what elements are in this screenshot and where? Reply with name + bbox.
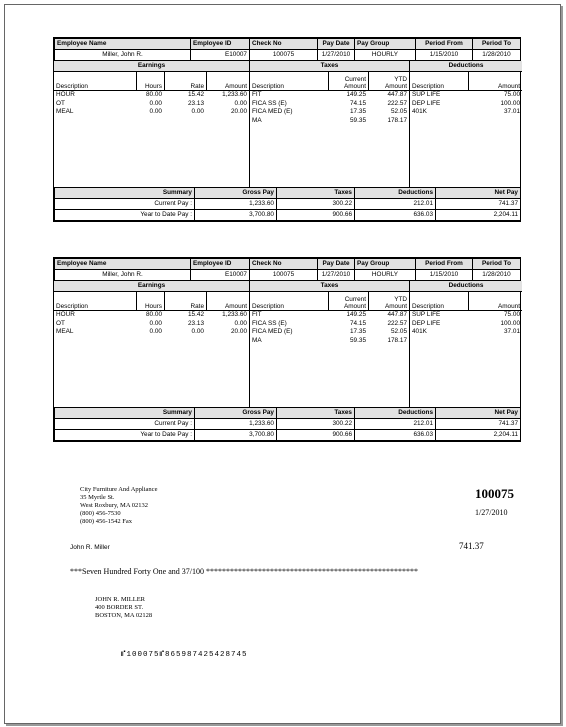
- current-gross: 1,233.60: [195, 419, 277, 430]
- deduction-desc: SUP LIFE: [412, 311, 441, 318]
- deductions-amount-col: Amount: [468, 72, 522, 90]
- tax-current: 74.15: [350, 319, 366, 327]
- net-pay-header: Net Pay: [436, 408, 521, 419]
- deduction-amount: 100.00: [500, 99, 520, 107]
- earnings-rate: 0.00: [191, 328, 204, 335]
- ytd-pay-label: Year to Date Pay :: [55, 210, 195, 221]
- address-line: 400 BORDER ST.: [95, 604, 144, 611]
- employee-name-value: Miller, John R.: [55, 50, 191, 61]
- pay-date-value: 1/27/2010: [318, 50, 355, 61]
- tax-desc: FICA MED (E): [252, 108, 293, 115]
- period-from-value: 1/15/2010: [416, 270, 473, 281]
- pay-group-value: HOURLY: [355, 270, 416, 281]
- tax-row: [250, 91, 409, 100]
- tax-ytd: 178.17: [387, 116, 407, 124]
- tax-current: 17.35: [350, 328, 366, 335]
- taxes-columns: [250, 72, 409, 91]
- earnings-amount: 20.00: [231, 328, 247, 335]
- deduction-amount: 100.00: [500, 319, 520, 327]
- taxes-header: Taxes: [277, 408, 355, 419]
- tax-ytd: 222.57: [387, 319, 407, 327]
- tax-row: [250, 337, 409, 346]
- tax-ytd: 178.17: [387, 336, 407, 344]
- earnings-hours: 0.00: [149, 99, 162, 107]
- deductions-section: [409, 281, 522, 407]
- earnings-desc: OT: [56, 319, 65, 327]
- check-number: 100075: [475, 486, 514, 501]
- earnings-title: Earnings: [54, 281, 249, 292]
- taxes-section: [249, 281, 409, 407]
- deduction-amount: 75.00: [504, 91, 520, 98]
- current-deductions: 212.01: [355, 419, 436, 430]
- taxes-header: Taxes: [277, 188, 355, 199]
- earnings-rate-col: Rate: [164, 292, 206, 310]
- gross-pay-header: Gross Pay: [195, 408, 277, 419]
- earnings-amount: 0.00: [234, 319, 247, 327]
- earnings-hours: 0.00: [149, 108, 162, 115]
- deduction-amount: 37.01: [504, 108, 520, 115]
- check-date: 1/27/2010: [475, 508, 508, 517]
- period-to-header: Period To: [473, 39, 521, 50]
- pay-date-value: 1/27/2010: [318, 270, 355, 281]
- tax-row: [250, 108, 409, 117]
- period-from-header: Period From: [416, 39, 473, 50]
- deductions-section: [409, 61, 522, 187]
- amount-in-words: ***Seven Hundred Forty One and 37/100 *****************************************************: [70, 567, 418, 576]
- deductions-rows: [410, 311, 522, 337]
- pay-date-header: Pay Date: [318, 39, 355, 50]
- earnings-hours: 0.00: [149, 328, 162, 335]
- mailing-address: [95, 596, 152, 620]
- payee-name: John R. Miller: [70, 544, 110, 551]
- current-deductions: 212.01: [355, 199, 436, 210]
- earnings-amount: 1,233.60: [222, 311, 247, 318]
- summary-header: Summary: [55, 188, 195, 199]
- address-line: BOSTON, MA 02128: [95, 612, 153, 619]
- tax-current: 149.25: [346, 311, 366, 318]
- earnings-rate: 23.13: [188, 99, 204, 107]
- current-taxes: 300.22: [277, 419, 355, 430]
- earnings-row: [54, 100, 249, 109]
- tax-ytd: 52.05: [391, 328, 407, 335]
- ytd-gross: 3,700.80: [195, 430, 277, 441]
- employee-id-value: E10007: [191, 270, 250, 281]
- period-to-value: 1/28/2010: [473, 270, 521, 281]
- employee-name-header: Employee Name: [55, 259, 191, 270]
- taxes-rows: [250, 91, 409, 125]
- earnings-rate-col: Rate: [164, 72, 206, 90]
- deduction-desc: SUP LIFE: [412, 91, 441, 98]
- earnings-columns: [54, 292, 249, 311]
- stub-details: [54, 61, 520, 187]
- employee-id-header: Employee ID: [191, 259, 250, 270]
- pay-group-value: HOURLY: [355, 50, 416, 61]
- earnings-desc-col: Description: [56, 83, 88, 90]
- employee-name-header: Employee Name: [55, 39, 191, 50]
- company-address: [80, 486, 157, 526]
- stub-header-table: [54, 38, 521, 61]
- earnings-row: [54, 320, 249, 329]
- tax-row: [250, 117, 409, 126]
- tax-current: 59.35: [350, 336, 366, 344]
- earnings-desc: HOUR: [56, 91, 75, 98]
- taxes-columns: [250, 292, 409, 311]
- ytd-net: 2,204.11: [436, 210, 521, 221]
- tax-ytd: 52.05: [391, 108, 407, 115]
- earnings-hours: 80.00: [146, 91, 162, 98]
- pay-stub: [53, 37, 521, 222]
- tax-desc: MA: [252, 336, 262, 344]
- tax-ytd: 222.57: [387, 99, 407, 107]
- earnings-row: [54, 108, 249, 117]
- company-line: City Furniture And Appliance: [80, 486, 158, 493]
- ytd-net: 2,204.11: [436, 430, 521, 441]
- period-to-header: Period To: [473, 259, 521, 270]
- earnings-row: [54, 328, 249, 337]
- earnings-columns: [54, 72, 249, 91]
- tax-row: [250, 320, 409, 329]
- earnings-hours: 0.00: [149, 319, 162, 327]
- deductions-header: Deductions: [355, 408, 436, 419]
- earnings-desc-col: Description: [56, 303, 88, 310]
- earnings-desc: HOUR: [56, 311, 75, 318]
- deductions-title: Deductions: [410, 281, 522, 292]
- employee-id-value: E10007: [191, 50, 250, 61]
- earnings-row: [54, 311, 249, 320]
- earnings-title: Earnings: [54, 61, 249, 72]
- earnings-hours-col: Hours: [136, 72, 164, 90]
- ytd-taxes: 900.66: [277, 430, 355, 441]
- taxes-rows: [250, 311, 409, 345]
- taxes-desc-col: Description: [252, 303, 284, 310]
- ytd-deductions: 636.03: [355, 430, 436, 441]
- taxes-ytd-col: YTD Amount: [368, 72, 409, 90]
- net-pay-header: Net Pay: [436, 188, 521, 199]
- tax-row: [250, 328, 409, 337]
- ytd-deductions: 636.03: [355, 210, 436, 221]
- deduction-desc: 401K: [412, 108, 427, 115]
- check-no-header: Check No: [250, 259, 318, 270]
- period-from-header: Period From: [416, 259, 473, 270]
- current-net: 741.37: [436, 419, 521, 430]
- tax-current: 59.35: [350, 116, 366, 124]
- earnings-row: [54, 91, 249, 100]
- earnings-section: [54, 61, 249, 187]
- deduction-desc: DEP LIFE: [412, 319, 441, 327]
- deductions-header: Deductions: [355, 188, 436, 199]
- deductions-amount-col: Amount: [468, 292, 522, 310]
- earnings-hours-col: Hours: [136, 292, 164, 310]
- taxes-current-col: Current Amount: [328, 292, 368, 310]
- deduction-row: [410, 311, 522, 320]
- deduction-desc: DEP LIFE: [412, 99, 441, 107]
- deduction-row: [410, 108, 522, 117]
- gross-pay-header: Gross Pay: [195, 188, 277, 199]
- deduction-amount: 75.00: [504, 311, 520, 318]
- deduction-desc: 401K: [412, 328, 427, 335]
- taxes-current-col: Current Amount: [328, 72, 368, 90]
- check-no-header: Check No: [250, 39, 318, 50]
- company-line: (800) 456-7530: [80, 510, 121, 517]
- deduction-row: [410, 328, 522, 337]
- current-taxes: 300.22: [277, 199, 355, 210]
- tax-desc: FICA SS (E): [252, 319, 287, 327]
- earnings-amount-col: Amount: [206, 72, 249, 90]
- employee-name-value: Miller, John R.: [55, 270, 191, 281]
- earnings-hours: 80.00: [146, 311, 162, 318]
- tax-ytd: 447.87: [387, 91, 407, 98]
- deduction-row: [410, 320, 522, 329]
- earnings-amount: 0.00: [234, 99, 247, 107]
- earnings-rows: [54, 311, 249, 337]
- taxes-desc-col: Description: [252, 83, 284, 90]
- current-gross: 1,233.60: [195, 199, 277, 210]
- check-amount: 741.37: [459, 541, 484, 551]
- summary-table: [54, 407, 521, 441]
- company-line: West Roxbury, MA 02132: [80, 502, 149, 509]
- tax-row: [250, 100, 409, 109]
- pay-group-header: Pay Group: [355, 39, 416, 50]
- taxes-title: Taxes: [250, 281, 409, 292]
- check-no-value: 100075: [250, 50, 318, 61]
- deduction-amount: 37.01: [504, 328, 520, 335]
- tax-current: 17.35: [350, 108, 366, 115]
- pay-date-header: Pay Date: [318, 259, 355, 270]
- address-line: JOHN R. MILLER: [95, 596, 146, 603]
- earnings-rows: [54, 91, 249, 117]
- earnings-desc: MEAL: [56, 328, 74, 335]
- earnings-rate: 15.42: [188, 91, 204, 98]
- earnings-desc: MEAL: [56, 108, 74, 115]
- tax-row: [250, 311, 409, 320]
- taxes-section: [249, 61, 409, 187]
- ytd-pay-label: Year to Date Pay :: [55, 430, 195, 441]
- current-pay-label: Current Pay :: [55, 419, 195, 430]
- current-pay-label: Current Pay :: [55, 199, 195, 210]
- tax-current: 149.25: [346, 91, 366, 98]
- earnings-rate: 0.00: [191, 108, 204, 115]
- deductions-columns: [410, 292, 522, 311]
- tax-desc: FICA MED (E): [252, 328, 293, 335]
- current-net: 741.37: [436, 199, 521, 210]
- tax-current: 74.15: [350, 99, 366, 107]
- stub-details: [54, 281, 520, 407]
- earnings-desc: OT: [56, 99, 65, 107]
- tax-desc: FIT: [252, 91, 262, 98]
- earnings-amount-col: Amount: [206, 292, 249, 310]
- deductions-desc-col: Description: [412, 83, 444, 90]
- company-line: 35 Myrtle St.: [80, 494, 115, 501]
- summary-header: Summary: [55, 408, 195, 419]
- company-line: (800) 456-1542 Fax: [80, 518, 132, 525]
- deductions-rows: [410, 91, 522, 117]
- earnings-amount: 20.00: [231, 108, 247, 115]
- deduction-row: [410, 91, 522, 100]
- earnings-rate: 15.42: [188, 311, 204, 318]
- deductions-columns: [410, 72, 522, 91]
- employee-id-header: Employee ID: [191, 39, 250, 50]
- stub-header-table: [54, 258, 521, 281]
- ytd-taxes: 900.66: [277, 210, 355, 221]
- tax-ytd: 447.87: [387, 311, 407, 318]
- period-to-value: 1/28/2010: [473, 50, 521, 61]
- period-from-value: 1/15/2010: [416, 50, 473, 61]
- tax-desc: MA: [252, 116, 262, 124]
- earnings-amount: 1,233.60: [222, 91, 247, 98]
- earnings-section: [54, 281, 249, 407]
- deduction-row: [410, 100, 522, 109]
- deductions-title: Deductions: [410, 61, 522, 72]
- pay-group-header: Pay Group: [355, 259, 416, 270]
- tax-desc: FICA SS (E): [252, 99, 287, 107]
- taxes-title: Taxes: [250, 61, 409, 72]
- ytd-gross: 3,700.80: [195, 210, 277, 221]
- summary-table: [54, 187, 521, 221]
- tax-desc: FIT: [252, 311, 262, 318]
- deductions-desc-col: Description: [412, 303, 444, 310]
- earnings-rate: 23.13: [188, 319, 204, 327]
- micr-line: ⑈100075⑈865987425428745: [121, 651, 248, 659]
- check-no-value: 100075: [250, 270, 318, 281]
- pay-stub: [53, 257, 521, 442]
- taxes-ytd-col: YTD Amount: [368, 292, 409, 310]
